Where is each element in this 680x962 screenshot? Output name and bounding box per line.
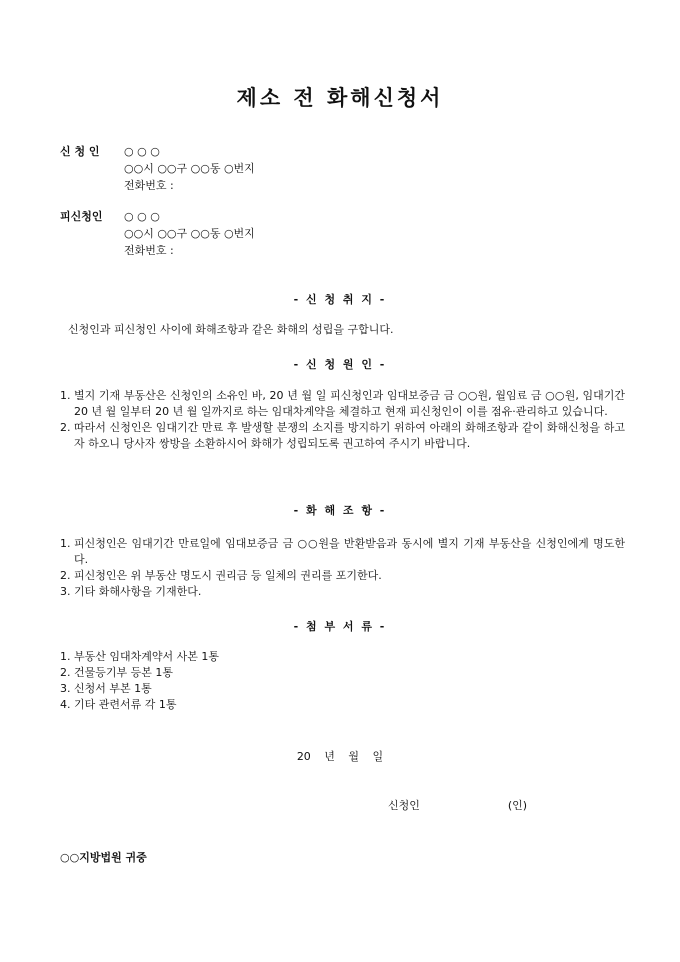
document-date: 20 년 월 일 [296,750,384,763]
item-text: 피신청인은 위 부동산 명도시 권리금 등 일체의 권리를 포기한다. [74,569,382,582]
item-number: 1. [60,650,71,663]
item-number: 3. [60,682,71,695]
signature-label: 신청인 [388,799,420,812]
item-text: 부동산 임대차계약서 사본 1통 [74,650,219,663]
list-item [60,665,625,681]
item-text: 별지 기재 부동산은 신청인의 소유인 바, 20 년 월 일 피신청인과 임대보증금 금 ○○원, 월임료 금 ○○원, 임대기간 20 년 월 일부터 20 년 월 일까지로 하는 임대차계약을 체결하고 현재 피신청인이 이를 점유·관리하고 있습니다. [74,389,625,418]
item-number: 1. [60,389,71,402]
item-number: 1. [60,537,71,550]
court-addressee: ○○지방법원 귀중 [60,851,147,864]
attachments-list [60,649,625,713]
item-text: 따라서 신청인은 임대기간 만료 후 발생할 분쟁의 소지를 방지하기 위하여 아래의 화해조항과 같이 화해신청을 하고자 하오니 당사자 쌍방을 소환하시어 화해가 성립되도록 권고하여 주시기 바랍니다. [74,421,625,450]
item-text: 신청서 부본 1통 [74,682,152,695]
signature-line [388,797,527,813]
respondent-name: ○ ○ ○ [124,210,160,223]
applicant-name: ○ ○ ○ [124,145,160,158]
respondent-role-label: 피신청인 [60,210,103,223]
item-number: 2. [60,666,71,679]
list-item [60,697,625,713]
list-item [60,649,625,665]
list-item [60,681,625,697]
item-number: 2. [60,421,71,434]
respondent-address: ○○시 ○○구 ○○동 ○번지 [124,227,255,240]
document-title: 제소 전 화해신청서 [236,85,444,110]
reasons-list [60,388,625,452]
terms-list [60,536,625,600]
respondent-phone: 전화번호 : [124,244,174,257]
item-text: 피신청인은 임대기간 만료일에 임대보증금 금 ○○원을 반환받음과 동시에 별지 기재 부동산을 신청인에게 명도한다. [74,537,625,566]
applicant-role-label: 신 청 인 [60,145,100,158]
list-item [60,536,625,568]
applicant-address: ○○시 ○○구 ○○동 ○번지 [124,162,255,175]
list-item [60,584,625,600]
list-item [60,420,625,452]
terms-heading: - 화 해 조 항 - [293,504,387,517]
applicant-phone: 전화번호 : [124,179,174,192]
purpose-heading: - 신 청 취 지 - [293,293,387,306]
list-item [60,388,625,420]
reasons-heading: - 신 청 원 인 - [293,358,387,371]
item-text: 기타 화해사항을 기재한다. [74,585,202,598]
item-number: 2. [60,569,71,582]
item-number: 4. [60,698,71,711]
item-text: 기타 관련서류 각 1통 [74,698,177,711]
item-text: 건물등기부 등본 1통 [74,666,173,679]
seal-mark: (인) [507,799,528,812]
attachments-heading: - 첨 부 서 류 - [293,620,387,633]
purpose-text: 신청인과 피신청인 사이에 화해조항과 같은 화해의 성립을 구합니다. [68,323,394,336]
item-number: 3. [60,585,71,598]
list-item [60,568,625,584]
